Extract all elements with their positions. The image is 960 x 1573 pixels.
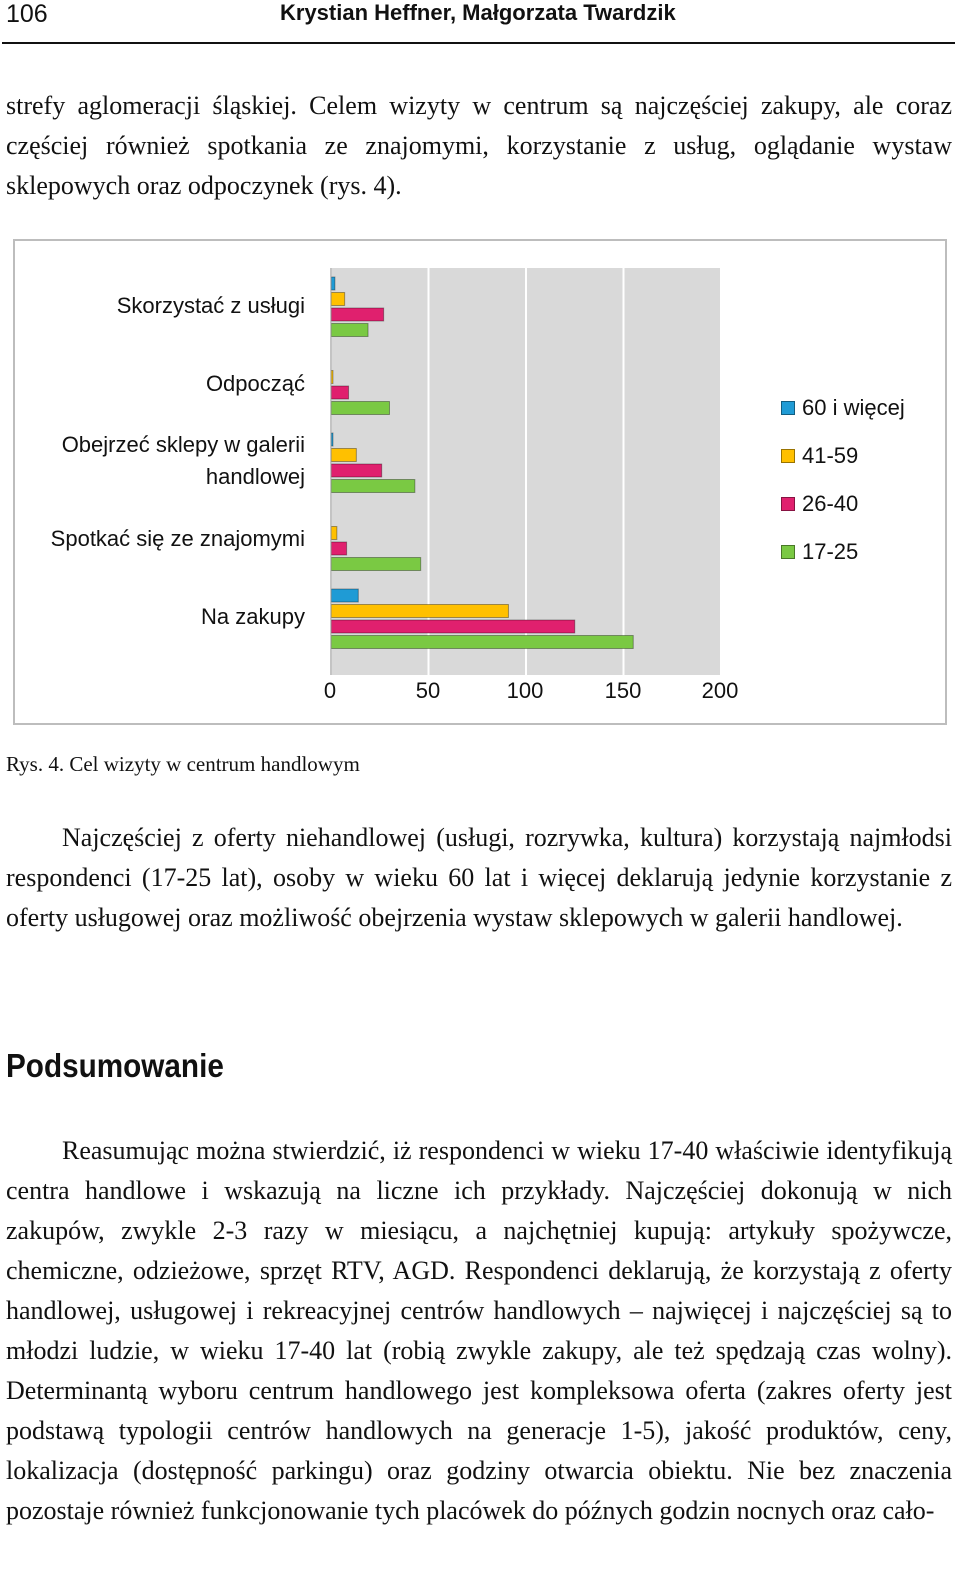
legend-swatch [781, 497, 795, 511]
legend-swatch [781, 401, 795, 415]
paragraph-summary: Reasumując można stwierdzić, iż respondenci w wieku 17-40 właściwie identyfikują centra handlowe i wskazują na liczne ich przykłady. Najczęściej dokonują w nich zakupów, zwykle 2-3 razy w miesiącu, a najchętniej kupują: artykuły spożywcze, chemiczne, odzieżowe, sprzęt RTV, AGD. Respondenci deklarują, że korzystają z oferty handlowej, usługowej i rekreacyjnej centrów handlowych – najwięcej i najczęściej są to młodzi ludzie, w wieku 17-40 lat (robią zwykle zakupy, ale też spędzają czas wolny). Determinantą wyboru centrum handlowego jest kompleksowa oferta (zakres oferty jest podstawą typologii centrów handlowych na generacje 1-5), jakość produktów, ceny, lokalizacja (dostępność parkingu) oraz godziny otwarcia obiektu. Nie bez znaczenia pozostaje również funkcjonowanie tych placówek do późnych godzin nocnych oraz cało- [6, 1136, 952, 1525]
category-label-sklepy: Obejrzeć sklepy w galerii handlowej [61, 432, 305, 489]
page-header [0, 0, 960, 44]
category-label-znajomi: Spotkać się ze znajomymi [50, 526, 305, 551]
x-tick-label: 150 [604, 678, 642, 703]
legend-swatch [781, 545, 795, 559]
figure-caption: Rys. 4. Cel wizyty w centrum handlowym [6, 752, 360, 776]
legend-item-26-40 [781, 490, 858, 518]
running-title: Krystian Heffner, Małgorzata Twardzik [280, 0, 676, 25]
legend-label: 41-59 [802, 443, 859, 468]
x-tick-label: 0 [323, 678, 337, 703]
plot-area [331, 268, 721, 675]
legend-item-17-25 [781, 538, 858, 566]
legend-item-60plus [781, 394, 905, 422]
paragraph-intro: strefy aglomeracji śląskiej. Celem wizyty w centrum są najczęściej zakupy, ale coraz częściej również spotkania ze znajomymi, korzystanie z usług, oglądanie wystaw sklepowych oraz odpoczynek (rys. 4). [6, 91, 952, 200]
paragraph-analysis: Najczęściej z oferty niehandlowej (usługi, rozrywka, kultura) korzystają najmłodsi respondenci (17-25 lat), osoby w wieku 60 lat i więcej deklarują jedynie korzystanie z oferty usługowej oraz możliwość obejrzenia wystaw sklepowych w galerii handlowej. [6, 823, 952, 932]
header-rule [2, 42, 955, 44]
x-tick-label: 100 [506, 678, 544, 703]
x-tick-label: 50 [415, 678, 441, 703]
legend-label: 26-40 [802, 491, 859, 516]
section-heading: Podsumowanie [6, 1047, 224, 1084]
legend-item-41-59 [781, 442, 858, 470]
category-label-odpoczac: Odpocząć [205, 371, 305, 396]
legend-label: 60 i więcej [802, 395, 905, 420]
category-label-usluga: Skorzystać z usługi [116, 293, 305, 318]
legend-swatch [781, 449, 795, 463]
category-label-zakupy: Na zakupy [201, 604, 305, 629]
legend-label: 17-25 [802, 539, 859, 564]
x-tick-label: 200 [701, 678, 739, 703]
page-number: 106 [6, 0, 48, 28]
